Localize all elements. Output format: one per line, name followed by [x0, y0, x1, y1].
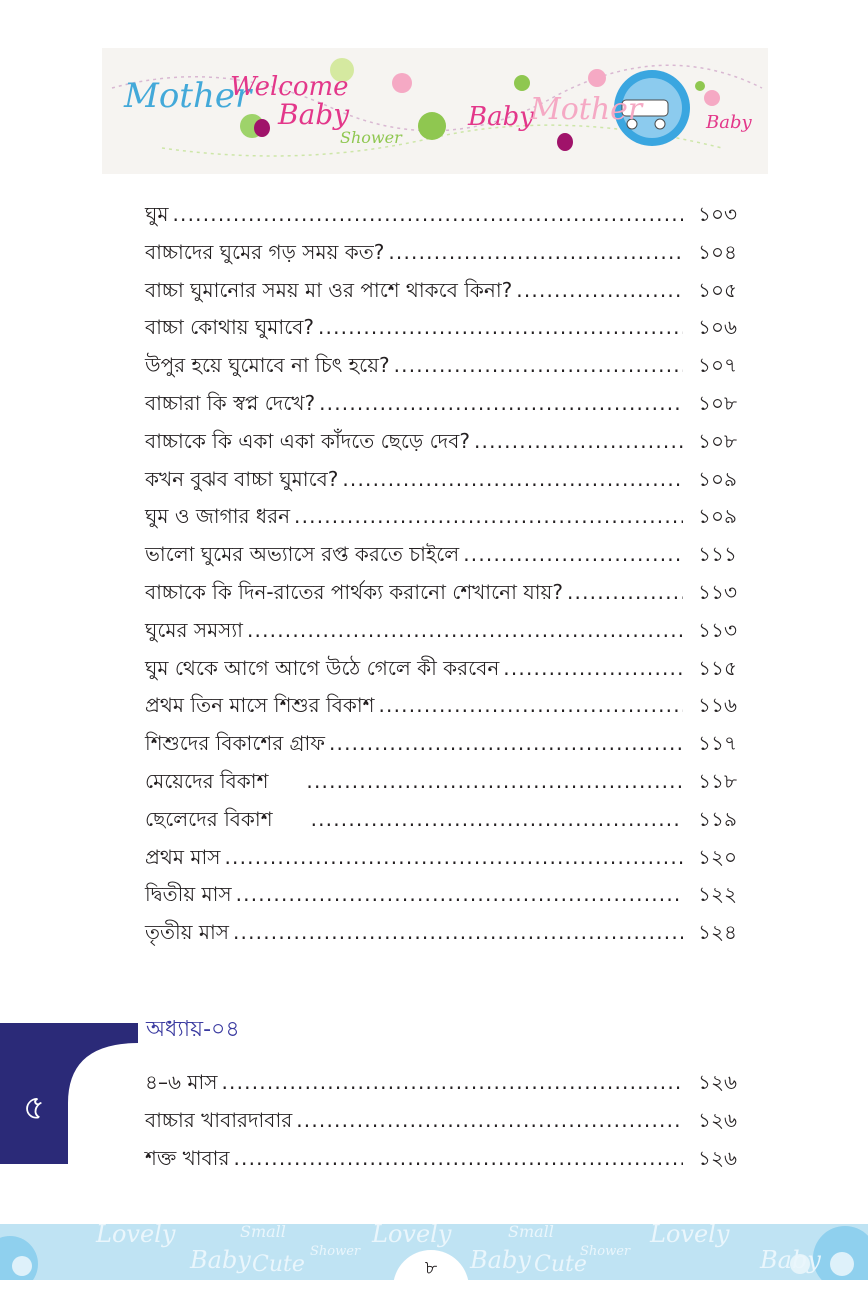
toc-entry[interactable]	[145, 612, 737, 650]
toc-leader-dots	[221, 1064, 683, 1102]
toc-leader-dots	[329, 725, 683, 763]
footer-word: Cute	[252, 1252, 305, 1277]
banner-word-mother-2: Mother	[530, 92, 643, 127]
footer-word: Baby	[190, 1246, 251, 1274]
toc-entry[interactable]	[145, 272, 737, 310]
toc-entry-page: ১২০	[698, 844, 737, 869]
toc-leader-dots	[247, 612, 683, 650]
banner-word-welcome: Welcome	[230, 72, 349, 102]
toc-entry-title: ঘুম থেকে আগে আগে উঠে গেলে কী করবেন	[145, 655, 500, 680]
toc-entry[interactable]	[145, 574, 737, 612]
toc-entry-page: ১০৬	[698, 315, 737, 340]
footer-word: Lovely	[96, 1224, 176, 1248]
toc-entry-page: ১১৩	[698, 579, 737, 604]
toc-entry-page: ১১৫	[698, 655, 737, 680]
toc-entry[interactable]	[145, 234, 737, 272]
toc-entry-title: প্রথম মাস	[145, 844, 221, 869]
toc-entry[interactable]	[145, 536, 737, 574]
toc-entry-page: ১০৩	[698, 202, 737, 226]
chapter-tab-bar	[68, 1023, 138, 1043]
toc-entry-page: ১২৬	[698, 1107, 737, 1132]
chapter-tab-corner	[68, 1043, 138, 1103]
toc-leader-dots	[172, 196, 683, 234]
footer-word: Lovely	[650, 1224, 730, 1248]
toc-entry-page: ১১৬	[698, 693, 737, 718]
toc-entry-title: শক্ত খাবার	[145, 1145, 230, 1170]
toc-entry-page: ১১৯	[698, 806, 737, 831]
page-number: ৮	[393, 1250, 469, 1290]
toc-leader-dots	[567, 574, 683, 612]
toc-entry[interactable]	[145, 423, 737, 461]
toc-leader-dots	[503, 650, 683, 688]
toc-entry[interactable]	[145, 1140, 737, 1178]
toc-entry[interactable]	[145, 839, 737, 877]
toc-leader-dots	[319, 385, 683, 423]
toc-entry-page: ১০৮	[698, 390, 737, 415]
toc-entry-title: বাচ্চাকে কি দিন-রাতের পার্থক্য করানো শেখানো যায়?	[145, 579, 563, 604]
toc-entry-page: ১১৩	[698, 617, 737, 642]
toc-entry-title: মেয়েদের বিকাশ	[145, 768, 269, 793]
toc-entry-page: ১২৪	[698, 920, 737, 945]
toc-leader-dots	[234, 1140, 684, 1178]
toc-leader-dots	[318, 309, 683, 347]
banner-word-baby-3: Baby	[706, 112, 752, 133]
toc-entry[interactable]	[145, 196, 737, 234]
toc-entry-title: বাচ্চা ঘুমানোর সময় মা ওর পাশে থাকবে কিনা?	[145, 277, 513, 302]
toc-entry-title: ছেলেদের বিকাশ	[145, 806, 273, 831]
toc-entry-page: ১২৬	[698, 1145, 737, 1170]
toc-entry-title: ঘুমের সমস্যা	[145, 617, 243, 642]
toc-entry[interactable]	[145, 385, 737, 423]
toc-entry-page: ১০৯	[698, 504, 737, 529]
toc-leader-dots	[311, 801, 683, 839]
chapter-table-of-contents	[145, 1064, 737, 1177]
toc-entry-title: উপুর হয়ে ঘুমোবে না চিৎ হয়ে?	[145, 353, 390, 378]
footer-word: Baby	[760, 1246, 821, 1274]
toc-leader-dots	[379, 687, 684, 725]
toc-entry-title: বাচ্চারা কি স্বপ্ন দেখে?	[145, 390, 316, 415]
toc-entry[interactable]	[145, 1102, 737, 1140]
toc-entry[interactable]	[145, 687, 737, 725]
toc-entry-title: ঘুম	[145, 202, 169, 226]
toc-leader-dots	[306, 763, 683, 801]
toc-entry[interactable]	[145, 498, 737, 536]
toc-leader-dots	[516, 272, 683, 310]
footer-word: Baby	[470, 1246, 531, 1274]
toc-entry[interactable]	[145, 650, 737, 688]
toc-entry[interactable]	[145, 801, 737, 839]
toc-entry-page: ১১৭	[698, 731, 737, 756]
toc-entry[interactable]	[145, 725, 737, 763]
toc-entry[interactable]	[145, 914, 737, 952]
toc-entry-page: ১১১	[698, 542, 737, 567]
toc-leader-dots	[296, 1102, 683, 1140]
toc-leader-dots	[236, 876, 683, 914]
footer-word: Cute	[534, 1252, 587, 1277]
footer-word: Shower	[580, 1244, 631, 1259]
toc-entry-title: ভালো ঘুমের অভ্যাসে রপ্ত করতে চাইলে	[145, 542, 460, 567]
toc-entry[interactable]	[145, 1064, 737, 1102]
toc-entry-page: ১০৮	[698, 428, 737, 453]
decorative-banner	[102, 48, 768, 174]
toc-entry-page: ১০৯	[698, 466, 737, 491]
toc-entry-page: ১০৫	[698, 277, 737, 302]
toc-entry-title: প্রথম তিন মাসে শিশুর বিকাশ	[145, 693, 375, 718]
toc-leader-dots	[463, 536, 683, 574]
toc-entry-page: ১০৪	[698, 239, 737, 264]
toc-entry[interactable]	[145, 461, 737, 499]
toc-entry[interactable]	[145, 876, 737, 914]
toc-entry-page: ১২৬	[698, 1070, 737, 1094]
toc-entry-page: ১১৮	[698, 768, 737, 793]
toc-entry-title: বাচ্চাদের ঘুমের গড় সময় কত?	[145, 239, 385, 264]
toc-entry[interactable]	[145, 763, 737, 801]
toc-entry-title: শিশুদের বিকাশের গ্রাফ	[145, 731, 325, 756]
toc-entry-title: ৪–৬ মাস	[145, 1070, 218, 1094]
footer-word: Lovely	[372, 1224, 452, 1248]
toc-entry-title: বাচ্চার খাবারদাবার	[145, 1107, 293, 1132]
toc-entry-title: বাচ্চা কোথায় ঘুমাবে?	[145, 315, 314, 340]
toc-leader-dots	[294, 498, 683, 536]
toc-entry-page: ১০৭	[698, 353, 737, 378]
toc-entry-title: তৃতীয় মাস	[145, 920, 229, 945]
toc-entry-title: দ্বিতীয় মাস	[145, 882, 232, 907]
banner-word-mother: Mother	[124, 76, 252, 116]
footer-word: Shower	[310, 1244, 361, 1259]
toc-entry[interactable]	[145, 347, 737, 385]
chapter-tab-number: ৫	[22, 1088, 46, 1128]
banner-word-baby: Baby	[278, 98, 350, 131]
toc-leader-dots	[233, 914, 683, 952]
toc-entry-title: বাচ্চাকে কি একা একা কাঁদতে ছেড়ে দেব?	[145, 428, 470, 453]
banner-word-baby-2: Baby	[468, 102, 534, 132]
toc-entry-title: ঘুম ও জাগার ধরন	[145, 504, 291, 529]
chapter-heading: অধ্যায়-০৪	[146, 1017, 240, 1042]
toc-leader-dots	[394, 347, 683, 385]
table-of-contents	[145, 196, 737, 952]
toc-entry[interactable]	[145, 309, 737, 347]
toc-entry-title: কখন বুঝব বাচ্চা ঘুমাবে?	[145, 466, 339, 491]
toc-leader-dots	[342, 461, 683, 499]
toc-leader-dots	[388, 234, 683, 272]
footer-word: Small	[240, 1224, 286, 1241]
toc-leader-dots	[474, 423, 683, 461]
footer-word: Small	[508, 1224, 554, 1241]
toc-entry-page: ১২২	[698, 882, 737, 907]
banner-word-shower: Shower	[340, 128, 402, 147]
toc-leader-dots	[224, 839, 683, 877]
